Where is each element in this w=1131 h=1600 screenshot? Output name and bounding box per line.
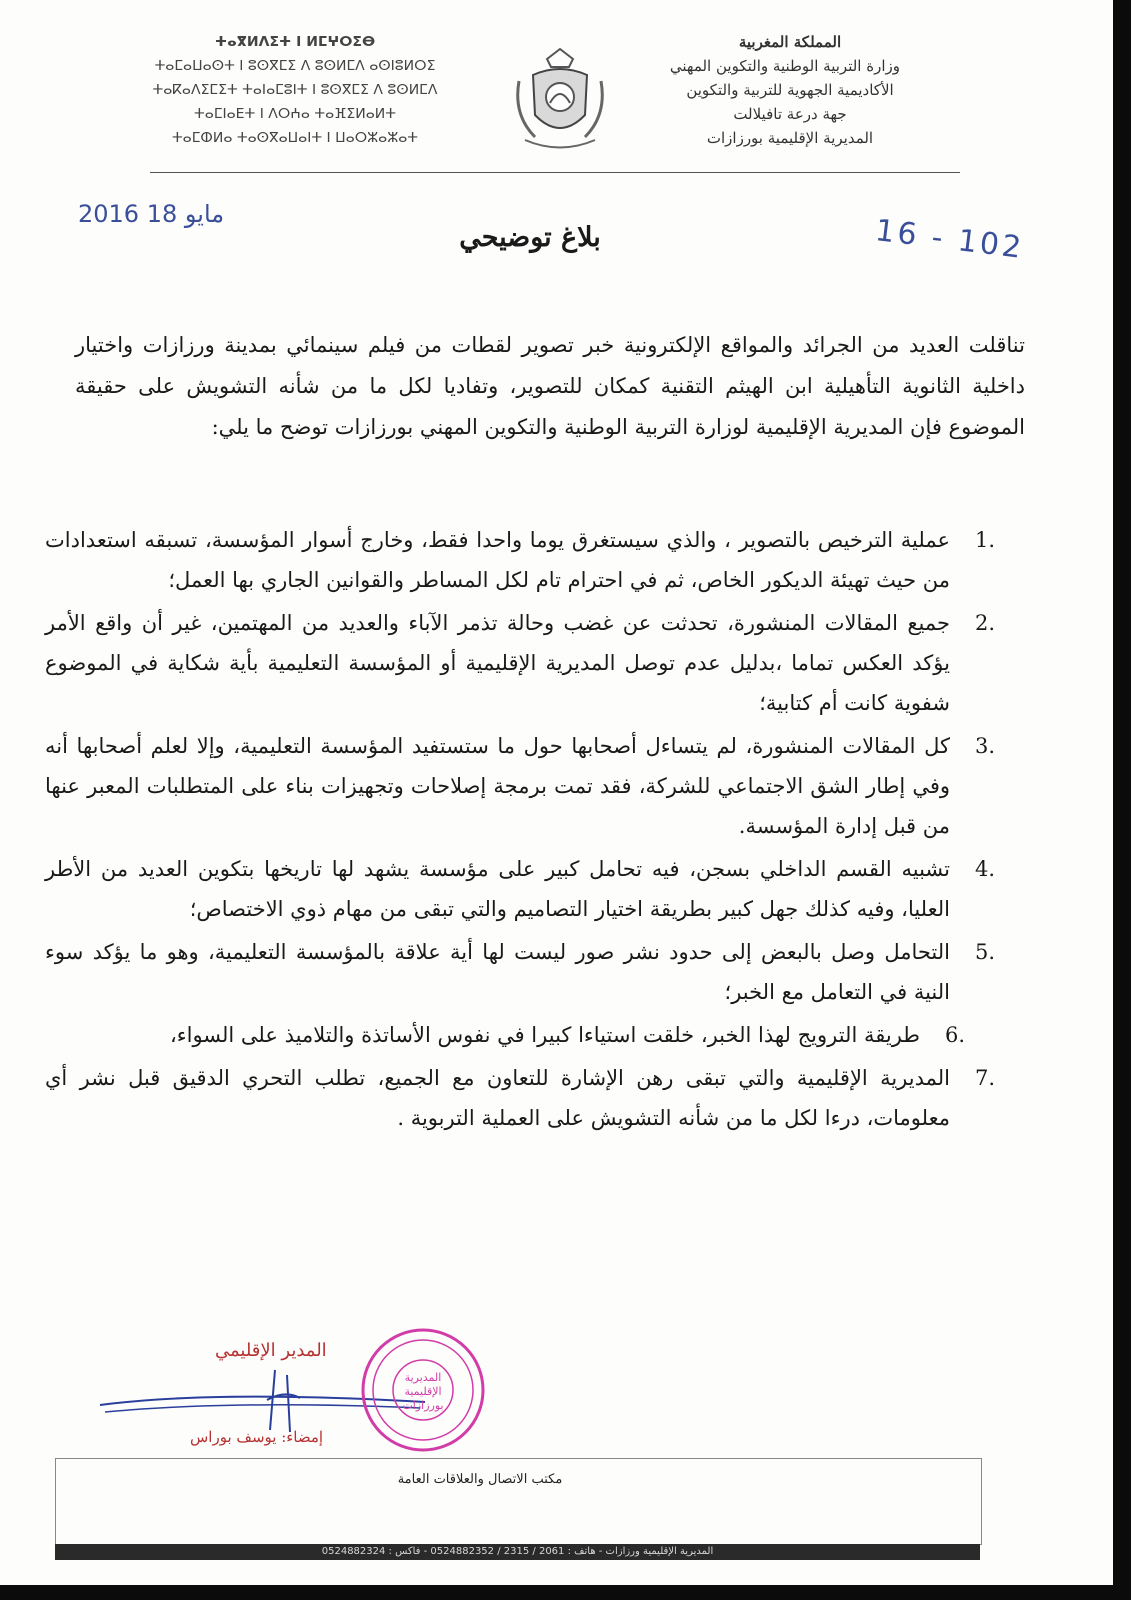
footer-office: مكتب الاتصال والعلاقات العامة xyxy=(397,1472,563,1487)
item-text: طريقة الترويج لهذا الخبر، خلقت استياءا كبيرا في نفوس الأساتذة والتلاميذ على السواء، xyxy=(169,1023,920,1047)
item-text: المديرية الإقليمية والتي تبقى رهن الإشارة للتعاون مع الجميع، تطلب التحري الدقيق قبل نشر أي معلومات، درءا لكل ما من شأنه التشويش على العملية التربوية . xyxy=(45,1066,950,1130)
date-stamp: 2016 مايو 18 xyxy=(78,200,225,228)
header-tifinagh xyxy=(120,30,470,150)
scan-edge xyxy=(1113,0,1131,1600)
list-item xyxy=(45,849,995,929)
header-line: المملكة المغربية xyxy=(738,33,842,51)
signatory-title: المدير الإقليمي xyxy=(215,1340,327,1361)
item-text: التحامل وصل بالبعض إلى حدود نشر صور ليست لها أية علاقة بالمؤسسة التعليمية، وهو ما يؤكد سوء النية في التعامل مع الخبر؛ xyxy=(45,940,950,1004)
header-arabic xyxy=(669,30,900,150)
seal-text: الإقليمية xyxy=(404,1385,442,1398)
footer-contact: المديرية الإقليمية ورزازات - هاتف : 2061 / 2315 / 0524882352 - فاكس : 0524882324 xyxy=(55,1544,980,1560)
reference-number: 16 - 102 xyxy=(873,213,1026,266)
item-number: .2 xyxy=(974,611,995,635)
official-seal-icon xyxy=(358,1325,488,1455)
header-line: الأكاديمية الجهوية للتربية والتكوين xyxy=(686,81,894,99)
item-text: تشبيه القسم الداخلي بسجن، فيه تحامل كبير على مؤسسة يشهد لها تاريخها بتكوين العديد من الأطر العليا، وفيه كذلك جهل كبير بطريقة اختيار التصاميم والتي تبقى من مهام ذوي الاختصاص؛ xyxy=(45,857,950,921)
scan-edge xyxy=(0,1585,1131,1600)
seal-text: المديرية xyxy=(404,1371,442,1384)
clarification-list xyxy=(45,520,995,1141)
list-item xyxy=(45,520,995,600)
item-text: جميع المقالات المنشورة، تحدثت عن غضب وحالة تذمر الآباء والعديد من المهتمين، غير أن واقع الأمر يؤكد العكس تماما ،بدليل عدم توصل المديرية الإقليمية أو المؤسسة التعليمية بأية شكاية في الموضوع شفوية كانت أم كتابية؛ xyxy=(45,611,950,715)
item-text: عملية الترخيص بالتصوير ، والذي سيستغرق يوما واحدا فقط، وخارج أسوار المؤسسة، تسبقه استعدادات من حيث تهيئة الديكور الخاص، ثم في احترام تام لكل المساطر والقوانين الجاري بها العمل؛ xyxy=(45,528,950,592)
item-text: كل المقالات المنشورة، لم يتساءل أصحابها حول ما ستستفيد المؤسسة التعليمية، وإلا لعلم أصحابها أنه وفي إطار الشق الاجتماعي للشركة، فقد تمت برمجة إصلاحات وتجهيزات بناء على المتطلبات المعبر عنها من قبل إدارة المؤسسة. xyxy=(45,734,950,838)
seal-text: بورزازات xyxy=(402,1399,444,1412)
item-number: .5 xyxy=(974,940,995,964)
header-line: جهة درعة تافيلالت xyxy=(733,105,847,123)
list-item xyxy=(45,932,995,1012)
list-item xyxy=(45,1015,995,1055)
header-line: المديرية الإقليمية بورزازات xyxy=(706,129,874,147)
intro-paragraph: تناقلت العديد من الجرائد والمواقع الإلكترونية خبر تصوير لقطات من فيلم سينمائي بمدينة ورزازات واختيار داخلية الثانوية التأهيلية ابن الهيثم التقنية كمكان للتصوير، وتفاديا لكل ما من شأنه التشويش على حقيقة الموضوع فإن المديرية الإقليمية لوزارة التربية الوطنية والتكوين المهني بورزازات توضح ما يلي: xyxy=(75,333,1025,439)
coat-of-arms-icon xyxy=(505,45,615,155)
header-line: ⵜⴰⵎⴰⵡⴰⵙⵜ ⵏ ⵓⵙⴳⵎⵉ ⴷ ⵓⵙⵍⵎⴷ ⴰⵙⵏⵓⵍⵔⵉ xyxy=(154,58,436,74)
header-line: ⵜⴰⵎⵀⵍⴰ ⵜⴰⵙⴳⴰⵡⴰⵏⵜ ⵏ ⵡⴰⵔⵣⴰⵣⴰⵜ xyxy=(171,130,419,146)
list-item xyxy=(45,603,995,723)
item-number: .7 xyxy=(974,1066,995,1090)
item-number: .1 xyxy=(974,528,995,552)
header-line: ⵜⴰⵎⵏⴰⴹⵜ ⵏ ⴷⵔⵄⴰ ⵜⴰⴼⵉⵍⴰⵍⵜ xyxy=(194,106,396,122)
list-item xyxy=(45,1058,995,1138)
item-number: .6 xyxy=(944,1023,965,1047)
header-divider xyxy=(150,172,960,173)
header-line: ⵜⴰⴽⴰⴷⵉⵎⵉⵜ ⵜⴰⵏⴰⵎⵓⵏⵜ ⵏ ⵓⵙⴳⵎⵉ ⴷ ⵓⵙⵍⵎⴷ xyxy=(152,82,438,98)
page-title: بلاغ توضيحي xyxy=(459,222,601,253)
header-line: ⵜⴰⴳⵍⴷⵉⵜ ⵏ ⵍⵎⵖⵔⵉⴱ xyxy=(214,34,376,50)
item-number: .3 xyxy=(974,734,995,758)
item-number: .4 xyxy=(974,857,995,881)
list-item xyxy=(45,726,995,846)
signatory-name: إمضاء: يوسف بوراس xyxy=(190,1428,324,1446)
header-line: وزارة التربية الوطنية والتكوين المهني xyxy=(669,57,900,75)
